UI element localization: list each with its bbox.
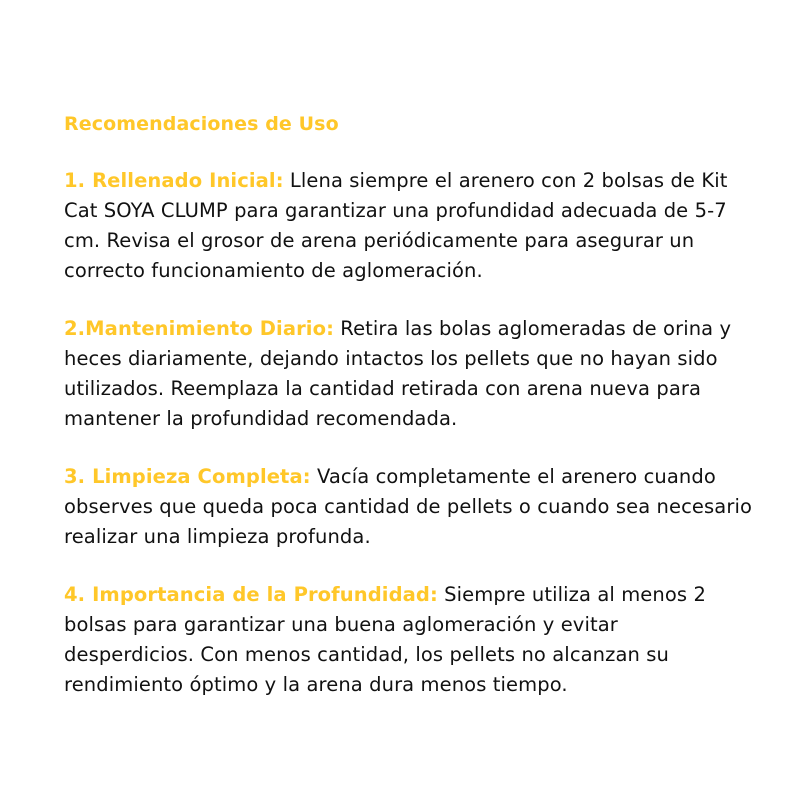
section-full-cleaning: [64, 462, 754, 552]
section-body: Retira las bolas aglomeradas de orina y heces diariamente, dejando intactos los pellets que no hayan sido utilizados. Reemplaza la cantidad retirada con arena nueva para mantener la profundidad recomendada.: [64, 317, 732, 430]
section-body: Siempre utiliza al menos 2 bolsas para garantizar una buena aglomeración y evitar desperdicios. Con menos cantidad, los pellets no alcanzan su rendimiento óptimo y la arena dura menos tiempo.: [64, 583, 706, 696]
section-body: Llena siempre el arenero con 2 bolsas de Kit Cat SOYA CLUMP para garantizar una profundidad adecuada de 5-7 cm. Revisa el grosor de arena periódicamente para asegurar un correcto funcionamiento de aglomeración.: [64, 169, 728, 282]
section-body: Vacía completamente el arenero cuando observes que queda poca cantidad de pellets o cuando sea necesario realizar una limpieza profunda.: [64, 465, 753, 548]
section-daily-maintenance: [64, 314, 754, 434]
section-heading: 2.Mantenimiento Diario:: [64, 317, 334, 340]
section-heading: 4. Importancia de la Profundidad:: [64, 583, 438, 606]
section-heading: 1. Rellenado Inicial:: [64, 169, 284, 192]
page-title: Recomendaciones de Uso: [64, 113, 339, 135]
section-depth-importance: [64, 580, 754, 700]
usage-recommendations: [64, 110, 754, 700]
section-heading: 3. Limpieza Completa:: [64, 465, 311, 488]
section-initial-fill: [64, 166, 754, 286]
